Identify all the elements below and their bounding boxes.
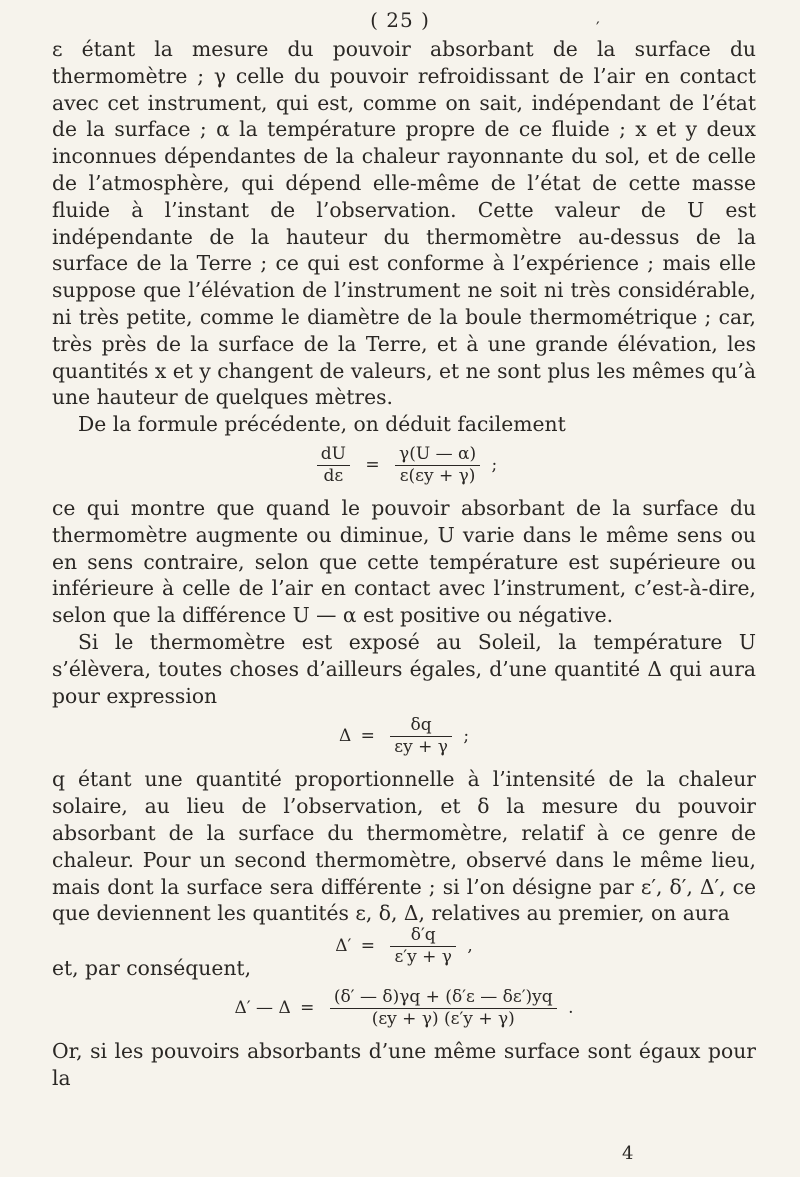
formula-1-lhs xyxy=(317,443,350,486)
formula-2-equals: = xyxy=(360,726,375,747)
formula-2-rhs-numerator: δq xyxy=(390,717,452,737)
formula-1-equals: = xyxy=(365,454,380,475)
formula-3-rhs xyxy=(390,927,455,966)
formula-1-rhs-numerator: γ(U — α) xyxy=(395,446,480,466)
paragraph-1: ɛ étant la mesure du pouvoir absorbant de la surface du thermomètre ; γ celle du pouvoir refroidissant de l’air en contact avec cet instrument, qui est, comme on sait, indépendant de l’état de la surface ; α la température propre de ce fluide ; x et y deux inconnues dépendantes de la chaleur rayonnante du sol, et de celle de l’atmosphère, qui dépend elle-même de l’état de cette masse fluide à l’instant de l’observation. Cette valeur de U est indépendante de la hauteur du thermomètre au-dessus de la surface de la Terre ; ce qui est conforme à l’expérience ; mais elle suppose que l’élévation de l’instrument ne soit ni très considérable, ni très petite, comme le diamètre de la boule thermométrique ; car, très près de la surface de la Terre, et à une grande élévation, les quantités x et y changent de valeurs, et ne sont plus les mêmes qu’à une hauteur de quelques mètres. xyxy=(52,37,757,410)
paragraph-3: ce qui montre que quand le pouvoir absorbant de la surface du thermomètre augmente ou diminue, U varie dans le même sens ou en sens contraire, selon que cette température est supérieure ou inférieure à celle de l’air en contact avec l’instrument, c’est-à-dire, selon que la différence U — α est positive ou négative. xyxy=(52,495,756,628)
paragraph-4: Si le thermomètre est exposé au Soleil, la température U s’élèvera, toutes choses d’ailleurs égales, d’une quantité Δ qui aura pour expression xyxy=(52,629,756,708)
formula-3-lhs: Δ′ xyxy=(335,936,352,957)
formula-1-rhs-denominator: ɛ(ɛy + γ) xyxy=(399,465,476,486)
formula-1-rhs xyxy=(395,443,480,486)
paragraph-7: Or, si les pouvoirs absorbants d’une même surface sont égaux pour la xyxy=(52,1039,756,1090)
paragraph-2: De la formule précédente, on déduit facilement xyxy=(78,412,566,437)
formula-3-rhs-denominator: ɛ′y + γ xyxy=(394,947,452,968)
paragraph-5: q étant une quantité proportionnelle à l’intensité de la chaleur solaire, au lieu de l’observation, et δ la mesure du pouvoir absorbant de la surface du thermomètre, relatif à ce genre de chaleur. Pour un second thermomètre, observé dans le même lieu, mais dont la surface sera différente ; si l’on désigne par ɛ′, δ′, Δ′, ce que deviennent les quantités ɛ, δ, Δ, relatives au premier, on aura xyxy=(52,767,756,926)
signature-mark: 4 xyxy=(622,1143,634,1164)
formula-4-equals: = xyxy=(300,998,315,1019)
formula-4-rhs xyxy=(330,989,557,1028)
formula-3-punct: , xyxy=(467,936,473,957)
formula-4-punct: . xyxy=(568,998,574,1019)
formula-2-punct: ; xyxy=(463,726,470,747)
formula-4 xyxy=(52,989,756,1028)
formula-4-rhs-denominator: (ɛy + γ) (ɛ′y + γ) xyxy=(371,1009,515,1030)
formula-3-rhs-numerator: δ′q xyxy=(390,927,455,947)
formula-1-punct: ; xyxy=(491,454,498,475)
formula-2-lhs: Δ xyxy=(338,726,352,747)
body-text xyxy=(52,36,756,1092)
formula-1-lhs-denominator: dɛ xyxy=(323,465,344,486)
margin-tick-mark: ′ xyxy=(596,18,600,37)
formula-1-lhs-numerator: dU xyxy=(317,446,350,466)
formula-3-equals: = xyxy=(360,936,376,957)
paragraph-6-label: et, par conséquent, xyxy=(52,956,252,981)
formula-4-rhs-numerator: (δ′ — δ)γq + (δ′ɛ — δɛ′)yq xyxy=(330,989,557,1009)
formula-1 xyxy=(52,443,756,486)
page-number-header: ( 25 ) xyxy=(370,8,430,32)
formula-2-rhs xyxy=(390,717,452,756)
formula-3-block xyxy=(52,927,756,981)
formula-2 xyxy=(52,717,756,756)
formula-4-lhs: Δ′ — Δ xyxy=(234,998,291,1019)
formula-2-rhs-denominator: ɛy + γ xyxy=(394,737,448,758)
